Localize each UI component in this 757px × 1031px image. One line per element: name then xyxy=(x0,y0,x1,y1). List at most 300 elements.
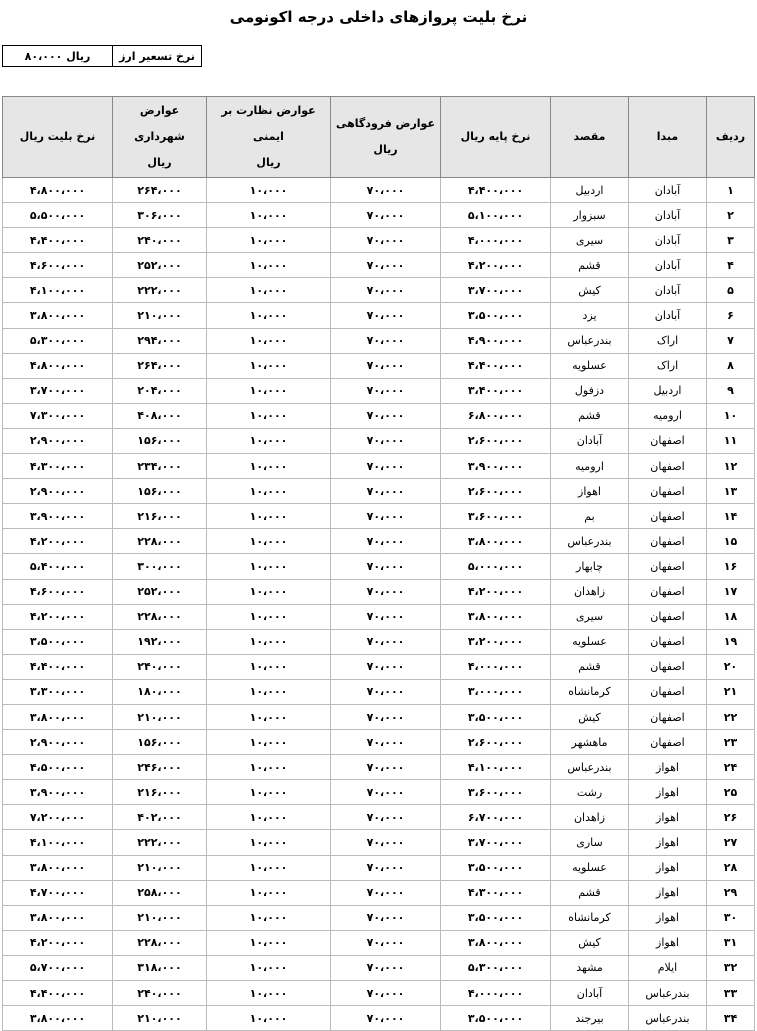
page-title: نرخ بلیت پروازهای داخلی درجه اکونومی xyxy=(229,8,528,26)
airport-tax-cell: ۷۰،۰۰۰ xyxy=(331,529,441,554)
safety-fee-cell: ۱۰،۰۰۰ xyxy=(207,178,331,203)
table-row xyxy=(3,504,755,529)
airport-tax-cell: ۷۰،۰۰۰ xyxy=(331,905,441,930)
row-number: ۶ xyxy=(707,303,755,328)
row-number: ۲۱ xyxy=(707,679,755,704)
row-number: ۱۷ xyxy=(707,579,755,604)
airport-tax-cell: ۷۰،۰۰۰ xyxy=(331,955,441,980)
row-number: ۲۰ xyxy=(707,654,755,679)
municipal-fee-cell: ۲۴۰،۰۰۰ xyxy=(113,228,207,253)
ticket-fare-cell: ۵،۷۰۰،۰۰۰ xyxy=(3,955,113,980)
municipal-fee-cell: ۲۶۴،۰۰۰ xyxy=(113,178,207,203)
airport-tax-cell: ۷۰،۰۰۰ xyxy=(331,880,441,905)
origin-cell: اصفهان xyxy=(629,579,707,604)
municipal-fee-cell: ۲۱۰،۰۰۰ xyxy=(113,704,207,729)
table-header-row xyxy=(3,97,755,178)
airport-tax-cell: ۷۰،۰۰۰ xyxy=(331,1006,441,1031)
destination-cell: قشم xyxy=(551,403,629,428)
row-number: ۲ xyxy=(707,203,755,228)
base-fare-cell: ۳،۷۰۰،۰۰۰ xyxy=(441,830,551,855)
base-fare-cell: ۴،۱۰۰،۰۰۰ xyxy=(441,755,551,780)
origin-cell: اصفهان xyxy=(629,454,707,479)
destination-cell: آبادان xyxy=(551,981,629,1006)
table-row xyxy=(3,454,755,479)
airport-tax-cell: ۷۰،۰۰۰ xyxy=(331,930,441,955)
ticket-fare-cell: ۴،۱۰۰،۰۰۰ xyxy=(3,830,113,855)
ticket-fare-cell: ۲،۹۰۰،۰۰۰ xyxy=(3,428,113,453)
ticket-fare-cell: ۳،۸۰۰،۰۰۰ xyxy=(3,303,113,328)
row-number: ۳۰ xyxy=(707,905,755,930)
destination-cell: مشهد xyxy=(551,955,629,980)
municipal-fee-cell: ۳۱۸،۰۰۰ xyxy=(113,955,207,980)
municipal-fee-cell: ۲۱۶،۰۰۰ xyxy=(113,780,207,805)
header-origin xyxy=(629,97,707,178)
table-row xyxy=(3,730,755,755)
origin-cell: اصفهان xyxy=(629,479,707,504)
header-label: مبدا xyxy=(656,130,679,143)
base-fare-cell: ۲،۶۰۰،۰۰۰ xyxy=(441,479,551,504)
table-row xyxy=(3,203,755,228)
base-fare-cell: ۴،۹۰۰،۰۰۰ xyxy=(441,328,551,353)
origin-cell: اصفهان xyxy=(629,504,707,529)
row-number: ۱۵ xyxy=(707,529,755,554)
destination-cell: کیش xyxy=(551,278,629,303)
safety-fee-cell: ۱۰،۰۰۰ xyxy=(207,378,331,403)
origin-cell: اصفهان xyxy=(629,704,707,729)
ticket-fare-cell: ۳،۸۰۰،۰۰۰ xyxy=(3,855,113,880)
origin-cell: اهواز xyxy=(629,905,707,930)
row-number: ۱۰ xyxy=(707,403,755,428)
row-number: ۳۲ xyxy=(707,955,755,980)
ticket-fare-cell: ۴،۸۰۰،۰۰۰ xyxy=(3,178,113,203)
airport-tax-cell: ۷۰،۰۰۰ xyxy=(331,479,441,504)
origin-cell: ارومیه xyxy=(629,403,707,428)
ticket-fare-cell: ۴،۴۰۰،۰۰۰ xyxy=(3,228,113,253)
safety-fee-cell: ۱۰،۰۰۰ xyxy=(207,880,331,905)
table-row xyxy=(3,755,755,780)
table-row xyxy=(3,328,755,353)
safety-fee-cell: ۱۰،۰۰۰ xyxy=(207,504,331,529)
ticket-fare-cell: ۳،۸۰۰،۰۰۰ xyxy=(3,905,113,930)
destination-cell: کیش xyxy=(551,704,629,729)
row-number: ۱۳ xyxy=(707,479,755,504)
destination-cell: سبزوار xyxy=(551,203,629,228)
municipal-fee-cell: ۲۲۸،۰۰۰ xyxy=(113,604,207,629)
row-number: ۲۸ xyxy=(707,855,755,880)
municipal-fee-cell: ۳۰۶،۰۰۰ xyxy=(113,203,207,228)
municipal-fee-cell: ۳۰۰،۰۰۰ xyxy=(113,554,207,579)
ticket-fare-cell: ۴،۱۰۰،۰۰۰ xyxy=(3,278,113,303)
destination-cell: سیری xyxy=(551,604,629,629)
safety-fee-cell: ۱۰،۰۰۰ xyxy=(207,203,331,228)
header-unit: ریال xyxy=(256,156,281,169)
destination-cell: زاهدان xyxy=(551,805,629,830)
safety-fee-cell: ۱۰،۰۰۰ xyxy=(207,278,331,303)
safety-fee-cell: ۱۰،۰۰۰ xyxy=(207,855,331,880)
table-row xyxy=(3,428,755,453)
safety-fee-cell: ۱۰،۰۰۰ xyxy=(207,981,331,1006)
airport-tax-cell: ۷۰،۰۰۰ xyxy=(331,704,441,729)
origin-cell: بندرعباس xyxy=(629,1006,707,1031)
safety-fee-cell: ۱۰،۰۰۰ xyxy=(207,654,331,679)
safety-fee-cell: ۱۰،۰۰۰ xyxy=(207,629,331,654)
ticket-fare-cell: ۲،۹۰۰،۰۰۰ xyxy=(3,730,113,755)
safety-fee-cell: ۱۰،۰۰۰ xyxy=(207,805,331,830)
ticket-fare-cell: ۷،۳۰۰،۰۰۰ xyxy=(3,403,113,428)
destination-cell: بیرجند xyxy=(551,1006,629,1031)
row-number: ۱ xyxy=(707,178,755,203)
base-fare-cell: ۳،۵۰۰،۰۰۰ xyxy=(441,704,551,729)
origin-cell: اهواز xyxy=(629,880,707,905)
destination-cell: یزد xyxy=(551,303,629,328)
destination-cell: سیری xyxy=(551,228,629,253)
row-number: ۵ xyxy=(707,278,755,303)
header-label: عوارض نظارت بر ایمنی xyxy=(221,104,316,143)
row-number: ۳۱ xyxy=(707,930,755,955)
table-row xyxy=(3,579,755,604)
origin-cell: اراک xyxy=(629,353,707,378)
airport-tax-cell: ۷۰،۰۰۰ xyxy=(331,755,441,780)
ticket-fare-cell: ۴،۶۰۰،۰۰۰ xyxy=(3,579,113,604)
destination-cell: عسلویه xyxy=(551,855,629,880)
origin-cell: آبادان xyxy=(629,303,707,328)
row-number: ۲۹ xyxy=(707,880,755,905)
municipal-fee-cell: ۲۵۸،۰۰۰ xyxy=(113,880,207,905)
airport-tax-cell: ۷۰،۰۰۰ xyxy=(331,579,441,604)
airport-tax-cell: ۷۰،۰۰۰ xyxy=(331,328,441,353)
ticket-fare-cell: ۴،۷۰۰،۰۰۰ xyxy=(3,880,113,905)
table-row xyxy=(3,780,755,805)
safety-fee-cell: ۱۰،۰۰۰ xyxy=(207,328,331,353)
header-label: نرخ پایه ریال xyxy=(460,130,531,143)
table-row xyxy=(3,855,755,880)
base-fare-cell: ۳،۶۰۰،۰۰۰ xyxy=(441,780,551,805)
airport-tax-cell: ۷۰،۰۰۰ xyxy=(331,278,441,303)
origin-cell: ایلام xyxy=(629,955,707,980)
base-fare-cell: ۳،۸۰۰،۰۰۰ xyxy=(441,930,551,955)
origin-cell: اهواز xyxy=(629,755,707,780)
row-number: ۲۳ xyxy=(707,730,755,755)
destination-cell: کرمانشاه xyxy=(551,679,629,704)
base-fare-cell: ۳،۵۰۰،۰۰۰ xyxy=(441,1006,551,1031)
row-number: ۳۴ xyxy=(707,1006,755,1031)
table-row xyxy=(3,704,755,729)
row-number: ۱۱ xyxy=(707,428,755,453)
base-fare-cell: ۴،۰۰۰،۰۰۰ xyxy=(441,981,551,1006)
safety-fee-cell: ۱۰،۰۰۰ xyxy=(207,529,331,554)
municipal-fee-cell: ۲۱۶،۰۰۰ xyxy=(113,504,207,529)
origin-cell: اصفهان xyxy=(629,679,707,704)
destination-cell: قشم xyxy=(551,253,629,278)
base-fare-cell: ۳،۵۰۰،۰۰۰ xyxy=(441,905,551,930)
destination-cell: ساری xyxy=(551,830,629,855)
header-label: عوارض فرودگاهی xyxy=(336,117,435,130)
destination-cell: کیش xyxy=(551,930,629,955)
fare-table xyxy=(2,96,755,1031)
airport-tax-cell: ۷۰،۰۰۰ xyxy=(331,629,441,654)
table-row xyxy=(3,830,755,855)
municipal-fee-cell: ۱۵۶،۰۰۰ xyxy=(113,479,207,504)
destination-cell: رشت xyxy=(551,780,629,805)
ticket-fare-cell: ۲،۹۰۰،۰۰۰ xyxy=(3,479,113,504)
ticket-fare-cell: ۵،۴۰۰،۰۰۰ xyxy=(3,554,113,579)
municipal-fee-cell: ۲۵۲،۰۰۰ xyxy=(113,579,207,604)
destination-cell: بندرعباس xyxy=(551,529,629,554)
airport-tax-cell: ۷۰،۰۰۰ xyxy=(331,403,441,428)
base-fare-cell: ۳،۵۰۰،۰۰۰ xyxy=(441,855,551,880)
municipal-fee-cell: ۲۵۲،۰۰۰ xyxy=(113,253,207,278)
safety-fee-cell: ۱۰،۰۰۰ xyxy=(207,730,331,755)
safety-fee-cell: ۱۰،۰۰۰ xyxy=(207,554,331,579)
base-fare-cell: ۵،۱۰۰،۰۰۰ xyxy=(441,203,551,228)
origin-cell: اراک xyxy=(629,328,707,353)
ticket-fare-cell: ۴،۳۰۰،۰۰۰ xyxy=(3,454,113,479)
ticket-fare-cell: ۴،۲۰۰،۰۰۰ xyxy=(3,604,113,629)
municipal-fee-cell: ۱۵۶،۰۰۰ xyxy=(113,428,207,453)
header-ticket-fare xyxy=(3,97,113,178)
base-fare-cell: ۴،۲۰۰،۰۰۰ xyxy=(441,253,551,278)
ticket-fare-cell: ۴،۴۰۰،۰۰۰ xyxy=(3,654,113,679)
airport-tax-cell: ۷۰،۰۰۰ xyxy=(331,454,441,479)
destination-cell: بم xyxy=(551,504,629,529)
exchange-rate-value: ریال ۸۰،۰۰۰ xyxy=(24,49,91,63)
base-fare-cell: ۳،۷۰۰،۰۰۰ xyxy=(441,278,551,303)
base-fare-cell: ۴،۰۰۰،۰۰۰ xyxy=(441,228,551,253)
base-fare-cell: ۳،۰۰۰،۰۰۰ xyxy=(441,679,551,704)
municipal-fee-cell: ۲۲۸،۰۰۰ xyxy=(113,930,207,955)
row-number: ۴ xyxy=(707,253,755,278)
airport-tax-cell: ۷۰،۰۰۰ xyxy=(331,780,441,805)
destination-cell: بندرعباس xyxy=(551,755,629,780)
header-label: ردیف xyxy=(715,130,746,143)
destination-cell: دزفول xyxy=(551,378,629,403)
origin-cell: اصفهان xyxy=(629,529,707,554)
municipal-fee-cell: ۲۱۰،۰۰۰ xyxy=(113,1006,207,1031)
base-fare-cell: ۶،۸۰۰،۰۰۰ xyxy=(441,403,551,428)
ticket-fare-cell: ۴،۵۰۰،۰۰۰ xyxy=(3,755,113,780)
airport-tax-cell: ۷۰،۰۰۰ xyxy=(331,228,441,253)
ticket-fare-cell: ۷،۲۰۰،۰۰۰ xyxy=(3,805,113,830)
table-row xyxy=(3,629,755,654)
origin-cell: اصفهان xyxy=(629,604,707,629)
safety-fee-cell: ۱۰،۰۰۰ xyxy=(207,353,331,378)
municipal-fee-cell: ۲۶۴،۰۰۰ xyxy=(113,353,207,378)
destination-cell: عسلویه xyxy=(551,629,629,654)
base-fare-cell: ۳،۶۰۰،۰۰۰ xyxy=(441,504,551,529)
table-row xyxy=(3,981,755,1006)
base-fare-cell: ۳،۴۰۰،۰۰۰ xyxy=(441,378,551,403)
header-label: مقصد xyxy=(573,130,606,143)
airport-tax-cell: ۷۰،۰۰۰ xyxy=(331,981,441,1006)
destination-cell: آبادان xyxy=(551,428,629,453)
row-number: ۱۲ xyxy=(707,454,755,479)
municipal-fee-cell: ۱۸۰،۰۰۰ xyxy=(113,679,207,704)
row-number: ۱۴ xyxy=(707,504,755,529)
table-row xyxy=(3,353,755,378)
header-municipal-fee xyxy=(113,97,207,178)
destination-cell: چابهار xyxy=(551,554,629,579)
municipal-fee-cell: ۲۱۰،۰۰۰ xyxy=(113,905,207,930)
ticket-fare-cell: ۵،۳۰۰،۰۰۰ xyxy=(3,328,113,353)
base-fare-cell: ۳،۸۰۰،۰۰۰ xyxy=(441,529,551,554)
origin-cell: اصفهان xyxy=(629,428,707,453)
municipal-fee-cell: ۴۰۸،۰۰۰ xyxy=(113,403,207,428)
destination-cell: قشم xyxy=(551,880,629,905)
base-fare-cell: ۴،۴۰۰،۰۰۰ xyxy=(441,178,551,203)
table-row xyxy=(3,178,755,203)
base-fare-cell: ۲،۶۰۰،۰۰۰ xyxy=(441,730,551,755)
safety-fee-cell: ۱۰،۰۰۰ xyxy=(207,428,331,453)
base-fare-cell: ۴،۲۰۰،۰۰۰ xyxy=(441,579,551,604)
safety-fee-cell: ۱۰،۰۰۰ xyxy=(207,830,331,855)
destination-cell: اهواز xyxy=(551,479,629,504)
safety-fee-cell: ۱۰،۰۰۰ xyxy=(207,780,331,805)
origin-cell: اهواز xyxy=(629,830,707,855)
airport-tax-cell: ۷۰،۰۰۰ xyxy=(331,554,441,579)
destination-cell: قشم xyxy=(551,654,629,679)
municipal-fee-cell: ۲۴۰،۰۰۰ xyxy=(113,654,207,679)
header-destination xyxy=(551,97,629,178)
table-row xyxy=(3,604,755,629)
base-fare-cell: ۴،۰۰۰،۰۰۰ xyxy=(441,654,551,679)
origin-cell: آبادان xyxy=(629,178,707,203)
airport-tax-cell: ۷۰،۰۰۰ xyxy=(331,253,441,278)
municipal-fee-cell: ۲۱۰،۰۰۰ xyxy=(113,855,207,880)
origin-cell: اهواز xyxy=(629,855,707,880)
header-label: نرخ بلیت ریال xyxy=(19,130,96,143)
airport-tax-cell: ۷۰،۰۰۰ xyxy=(331,679,441,704)
airport-tax-cell: ۷۰،۰۰۰ xyxy=(331,604,441,629)
origin-cell: اهواز xyxy=(629,780,707,805)
table-row xyxy=(3,378,755,403)
municipal-fee-cell: ۲۰۴،۰۰۰ xyxy=(113,378,207,403)
header-safety-fee xyxy=(207,97,331,178)
airport-tax-cell: ۷۰،۰۰۰ xyxy=(331,805,441,830)
ticket-fare-cell: ۳،۹۰۰،۰۰۰ xyxy=(3,780,113,805)
table-row xyxy=(3,905,755,930)
origin-cell: اهواز xyxy=(629,930,707,955)
row-number: ۱۶ xyxy=(707,554,755,579)
safety-fee-cell: ۱۰،۰۰۰ xyxy=(207,479,331,504)
origin-cell: اصفهان xyxy=(629,654,707,679)
ticket-fare-cell: ۳،۷۰۰،۰۰۰ xyxy=(3,378,113,403)
municipal-fee-cell: ۲۹۴،۰۰۰ xyxy=(113,328,207,353)
destination-cell: زاهدان xyxy=(551,579,629,604)
row-number: ۲۷ xyxy=(707,830,755,855)
municipal-fee-cell: ۱۹۲،۰۰۰ xyxy=(113,629,207,654)
safety-fee-cell: ۱۰،۰۰۰ xyxy=(207,403,331,428)
base-fare-cell: ۴،۳۰۰،۰۰۰ xyxy=(441,880,551,905)
safety-fee-cell: ۱۰،۰۰۰ xyxy=(207,679,331,704)
header-label: عوارض شهرداری xyxy=(134,104,185,143)
airport-tax-cell: ۷۰،۰۰۰ xyxy=(331,504,441,529)
municipal-fee-cell: ۲۴۶،۰۰۰ xyxy=(113,755,207,780)
municipal-fee-cell: ۲۲۸،۰۰۰ xyxy=(113,529,207,554)
table-body xyxy=(3,178,755,1031)
airport-tax-cell: ۷۰،۰۰۰ xyxy=(331,428,441,453)
table-row xyxy=(3,253,755,278)
table-row xyxy=(3,303,755,328)
airport-tax-cell: ۷۰،۰۰۰ xyxy=(331,654,441,679)
header-airport-tax xyxy=(331,97,441,178)
ticket-fare-cell: ۴،۲۰۰،۰۰۰ xyxy=(3,930,113,955)
row-number: ۱۹ xyxy=(707,629,755,654)
municipal-fee-cell: ۲۳۴،۰۰۰ xyxy=(113,454,207,479)
table-row xyxy=(3,880,755,905)
origin-cell: اصفهان xyxy=(629,554,707,579)
table-row xyxy=(3,955,755,980)
origin-cell: آبادان xyxy=(629,278,707,303)
row-number: ۳۳ xyxy=(707,981,755,1006)
origin-cell: اصفهان xyxy=(629,629,707,654)
ticket-fare-cell: ۳،۸۰۰،۰۰۰ xyxy=(3,704,113,729)
airport-tax-cell: ۷۰،۰۰۰ xyxy=(331,178,441,203)
safety-fee-cell: ۱۰،۰۰۰ xyxy=(207,228,331,253)
header-unit: ریال xyxy=(373,143,398,156)
destination-cell: بندرعباس xyxy=(551,328,629,353)
table-row xyxy=(3,679,755,704)
base-fare-cell: ۳،۲۰۰،۰۰۰ xyxy=(441,629,551,654)
base-fare-cell: ۳،۵۰۰،۰۰۰ xyxy=(441,303,551,328)
row-number: ۲۲ xyxy=(707,704,755,729)
origin-cell: آبادان xyxy=(629,253,707,278)
safety-fee-cell: ۱۰،۰۰۰ xyxy=(207,704,331,729)
ticket-fare-cell: ۴،۶۰۰،۰۰۰ xyxy=(3,253,113,278)
row-number: ۲۴ xyxy=(707,755,755,780)
table-row xyxy=(3,805,755,830)
row-number: ۳ xyxy=(707,228,755,253)
base-fare-cell: ۵،۰۰۰،۰۰۰ xyxy=(441,554,551,579)
safety-fee-cell: ۱۰،۰۰۰ xyxy=(207,454,331,479)
destination-cell: ماهشهر xyxy=(551,730,629,755)
header-row-number xyxy=(707,97,755,178)
ticket-fare-cell: ۵،۵۰۰،۰۰۰ xyxy=(3,203,113,228)
table-row xyxy=(3,529,755,554)
ticket-fare-cell: ۳،۳۰۰،۰۰۰ xyxy=(3,679,113,704)
row-number: ۹ xyxy=(707,378,755,403)
airport-tax-cell: ۷۰،۰۰۰ xyxy=(331,353,441,378)
origin-cell: آبادان xyxy=(629,203,707,228)
table-row xyxy=(3,278,755,303)
base-fare-cell: ۳،۸۰۰،۰۰۰ xyxy=(441,604,551,629)
ticket-fare-cell: ۳،۵۰۰،۰۰۰ xyxy=(3,629,113,654)
safety-fee-cell: ۱۰،۰۰۰ xyxy=(207,604,331,629)
airport-tax-cell: ۷۰،۰۰۰ xyxy=(331,203,441,228)
table-row xyxy=(3,930,755,955)
safety-fee-cell: ۱۰،۰۰۰ xyxy=(207,1006,331,1031)
origin-cell: اصفهان xyxy=(629,730,707,755)
municipal-fee-cell: ۱۵۶،۰۰۰ xyxy=(113,730,207,755)
municipal-fee-cell: ۲۱۰،۰۰۰ xyxy=(113,303,207,328)
origin-cell: اردبیل xyxy=(629,378,707,403)
destination-cell: کرمانشاه xyxy=(551,905,629,930)
municipal-fee-cell: ۴۰۲،۰۰۰ xyxy=(113,805,207,830)
destination-cell: عسلویه xyxy=(551,353,629,378)
exchange-rate-label: نرخ تسعیر ارز xyxy=(112,46,201,66)
base-fare-cell: ۴،۴۰۰،۰۰۰ xyxy=(441,353,551,378)
safety-fee-cell: ۱۰،۰۰۰ xyxy=(207,905,331,930)
airport-tax-cell: ۷۰،۰۰۰ xyxy=(331,303,441,328)
safety-fee-cell: ۱۰،۰۰۰ xyxy=(207,253,331,278)
airport-tax-cell: ۷۰،۰۰۰ xyxy=(331,378,441,403)
airport-tax-cell: ۷۰،۰۰۰ xyxy=(331,830,441,855)
ticket-fare-cell: ۳،۹۰۰،۰۰۰ xyxy=(3,504,113,529)
safety-fee-cell: ۱۰،۰۰۰ xyxy=(207,930,331,955)
ticket-fare-cell: ۴،۸۰۰،۰۰۰ xyxy=(3,353,113,378)
safety-fee-cell: ۱۰،۰۰۰ xyxy=(207,579,331,604)
ticket-fare-cell: ۳،۸۰۰،۰۰۰ xyxy=(3,1006,113,1031)
destination-cell: اردبیل xyxy=(551,178,629,203)
